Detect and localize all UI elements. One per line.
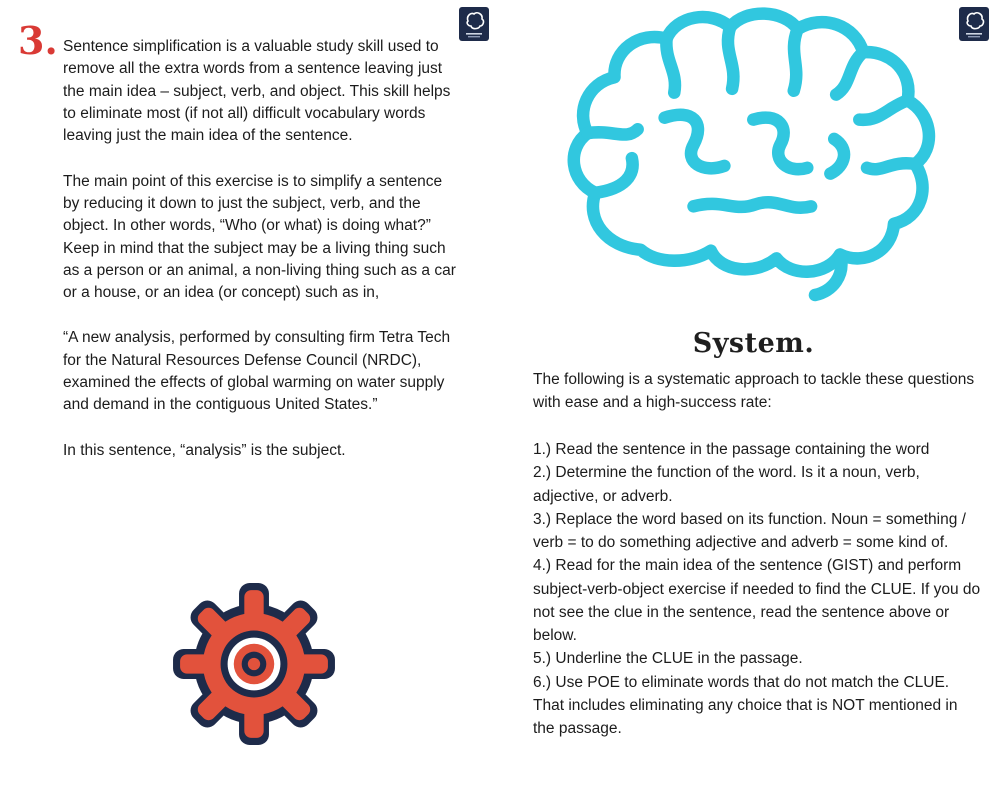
step-item-2: 2.) Determine the function of the word. Is it a noun, verb, adjective, or adverb. (533, 464, 920, 505)
paragraph-subject-note: In this sentence, “analysis” is the subject. (63, 441, 346, 459)
section-number: 3. (18, 18, 58, 63)
system-intro: The following is a systematic approach to tackle these questions with ease and a high-success rate: (533, 371, 975, 412)
brand-logo-icon (459, 7, 489, 41)
brain-illustration (548, 4, 974, 322)
step-item-5: 5.) Underline the CLUE in the passage. (533, 650, 803, 668)
step-item-6: 6.) Use POE to eliminate words that do not match the CLUE. That includes eliminating any choice that is NOT mentioned in the passage. (533, 673, 958, 737)
brand-logo (459, 7, 489, 41)
brain-line-art (548, 4, 974, 322)
system-steps-list (533, 438, 983, 740)
paragraph-intro: Sentence simplification is a valuable study skill used to remove all the extra words from a sentence leaving just the main idea – subject, verb, and object. This skill helps to eliminate most (if not all) difficult vocabulary words leaving just the main idea of the sentence. (63, 38, 451, 145)
gear-graphic (166, 576, 342, 752)
step-item-1: 1.) Read the sentence in the passage containing the word (533, 441, 930, 458)
step-item-4: 4.) Read for the main idea of the sentence (GIST) and perform subject-verb-object exercise if needed to find the CLUE. If you do not see the clue in the sentence, read the sentence above or below. (533, 557, 981, 644)
gear-icon (166, 576, 342, 752)
left-page (0, 0, 502, 800)
step-item-3: 3.) Replace the word based on its function. Noun = something / verb = to do something adjective and adverb = some kind of. (533, 510, 966, 551)
paragraph-main-point: The main point of this exercise is to simplify a sentence by reducing it down to just the subject, verb, and the object. In other words, “Who (or what) is doing what?” Keep in mind that the subject may be a living thing such as a person or an animal, a non-living thing such as a car or a house, or an idea (or concept) such as in, (63, 172, 456, 302)
paragraph-example-quote: “A new analysis, performed by consulting firm Tetra Tech for the Natural Resources Defense Council (NRDC), examined the effects of global warming on water supply and demand in the contiguous United States.” (63, 329, 451, 414)
section-heading: System. (692, 328, 815, 359)
left-text-block (63, 36, 462, 485)
right-page (502, 0, 1005, 800)
